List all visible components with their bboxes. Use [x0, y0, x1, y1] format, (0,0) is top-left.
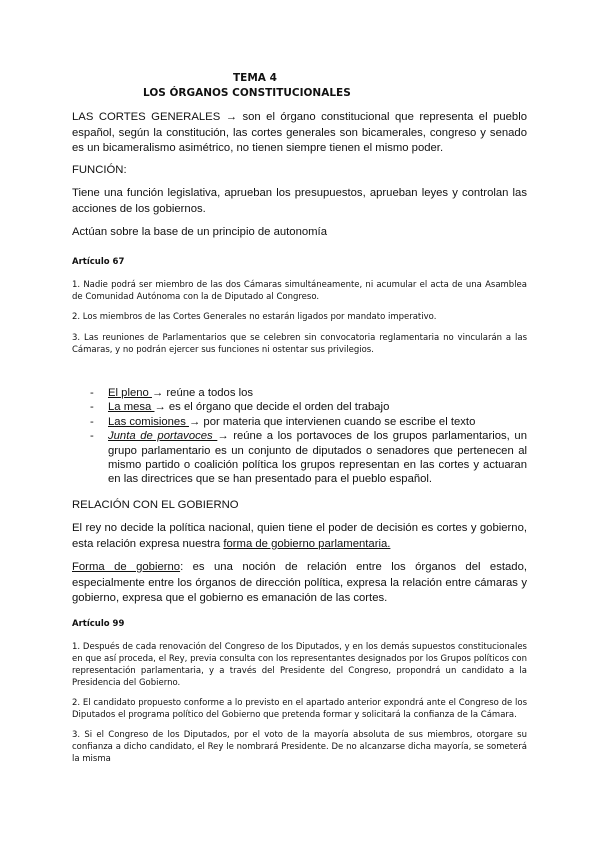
organo-description: → es el órgano que decide el orden del trabajo: [154, 401, 390, 414]
articulo-99-paragraph-2: 2. El candidato propuesto conforme a lo previsto en el apartado anterior expondrá ante el Congreso de los Diputados el programa político del Gobierno que pretenda formar y solicitará la confianza de la Cámara.: [72, 698, 527, 720]
gobierno-paragraph-2: [72, 560, 527, 607]
articulo-99-heading: Artículo 99: [72, 619, 125, 629]
organo-term: El pleno: [108, 387, 152, 399]
funcion-paragraph: Tiene una función legislativa, aprueban los presupuestos, aprueban leyes y controlan las acciones de los gobiernos.: [72, 187, 527, 215]
gobierno-paragraph-1-text: El rey no decide la política nacional, quien tiene el poder de decisión es cortes y gobierno, esta relación expresa nuestra: [72, 522, 527, 550]
organo-term: Las comisiones: [108, 415, 189, 428]
organo-description: → reúne a los portavoces de los grupos parlamentarios, un grupo parlamentario es un conjunto de diputados o senadores que pertenecen al mismo partido o coalición política los grupos representan en las cortes y actuaran en las directrices que se han presentado para el pueblo español.: [108, 430, 527, 486]
list-dash: -: [90, 430, 94, 443]
articulo-99-paragraph-3: 3. Si el Congreso de los Diputados, por el voto de la mayoría absoluta de sus miembros, otorgare su confianza a dicho candidato, el Rey le nombrará Presidente. De no alcanzarse dicha mayoría, se someterá la misma: [72, 730, 527, 764]
document-title-line1: TEMA 4: [233, 72, 277, 84]
gobierno-paragraph-1: [72, 521, 527, 552]
organo-item-pleno: [72, 386, 527, 400]
organo-item-junta-portavoces: [72, 429, 527, 487]
list-dash: -: [90, 415, 94, 428]
organo-item-mesa: [72, 400, 527, 414]
list-dash: -: [90, 387, 94, 399]
organos-list: [72, 386, 527, 487]
organo-description: → reúne a todos los: [151, 387, 254, 399]
articulo-67-heading: Artículo 67: [72, 257, 125, 267]
autonomia-paragraph: Actúan sobre la base de un principio de autonomía: [72, 226, 327, 238]
articulo-67-paragraph-2: 2. Los miembros de las Cortes Generales no estarán ligados por mandato imperativo.: [72, 312, 437, 322]
funcion-heading: FUNCIÓN:: [72, 164, 127, 176]
organo-term: Junta de portavoces: [108, 430, 218, 443]
forma-gobierno-term: Forma de gobierno: [72, 561, 181, 573]
organo-term: La mesa: [108, 401, 155, 414]
gobierno-heading: RELACIÓN CON EL GOBIERNO: [72, 499, 239, 511]
articulo-99-paragraph-1: 1. Después de cada renovación del Congreso de los Diputados, y en los demás supuestos constitucionales en que así proceda, el Rey, previa consulta con los representantes designados por los Grupos políticos con representación parlamentaria, y a través del Presidente del Congreso, propondrá un candidato a la Presidencia del Gobierno.: [72, 642, 527, 688]
organo-item-comisiones: [72, 415, 527, 429]
forma-gobierno-link: forma de gobierno parlamentaria.: [223, 537, 391, 550]
organo-description: → por materia que intervienen cuando se escribe el texto: [189, 415, 476, 428]
list-dash: -: [90, 401, 94, 414]
articulo-67-paragraph-1: 1. Nadie podrá ser miembro de las dos Cámaras simultáneamente, ni acumular el acta de una Asamblea de Comunidad Autónoma con la de Diputado al Congreso.: [72, 280, 527, 302]
intro-paragraph: LAS CORTES GENERALES → son el órgano constitucional que representa el pueblo español, según la constitución, las cortes generales son bicamerales, congreso y senado es un bicameralismo asimétrico, no tienen siempre tienen el mismo poder.: [72, 111, 527, 155]
document-title-line2: LOS ÓRGANOS CONSTITUCIONALES: [143, 87, 351, 99]
articulo-67-paragraph-3: 3. Las reuniones de Parlamentarios que se celebren sin convocatoria reglamentaria no vincularán a las Cámaras, y no podrán ejercer sus funciones ni ostentar sus privilegios.: [72, 333, 527, 355]
forma-gobierno-definition: : es una noción de relación entre los órganos del estado, especialmente entre los órganos de dirección política, expresa la relación entre cámaras y gobierno, expresa que el gobierno es emanación de las cortes.: [72, 561, 527, 605]
